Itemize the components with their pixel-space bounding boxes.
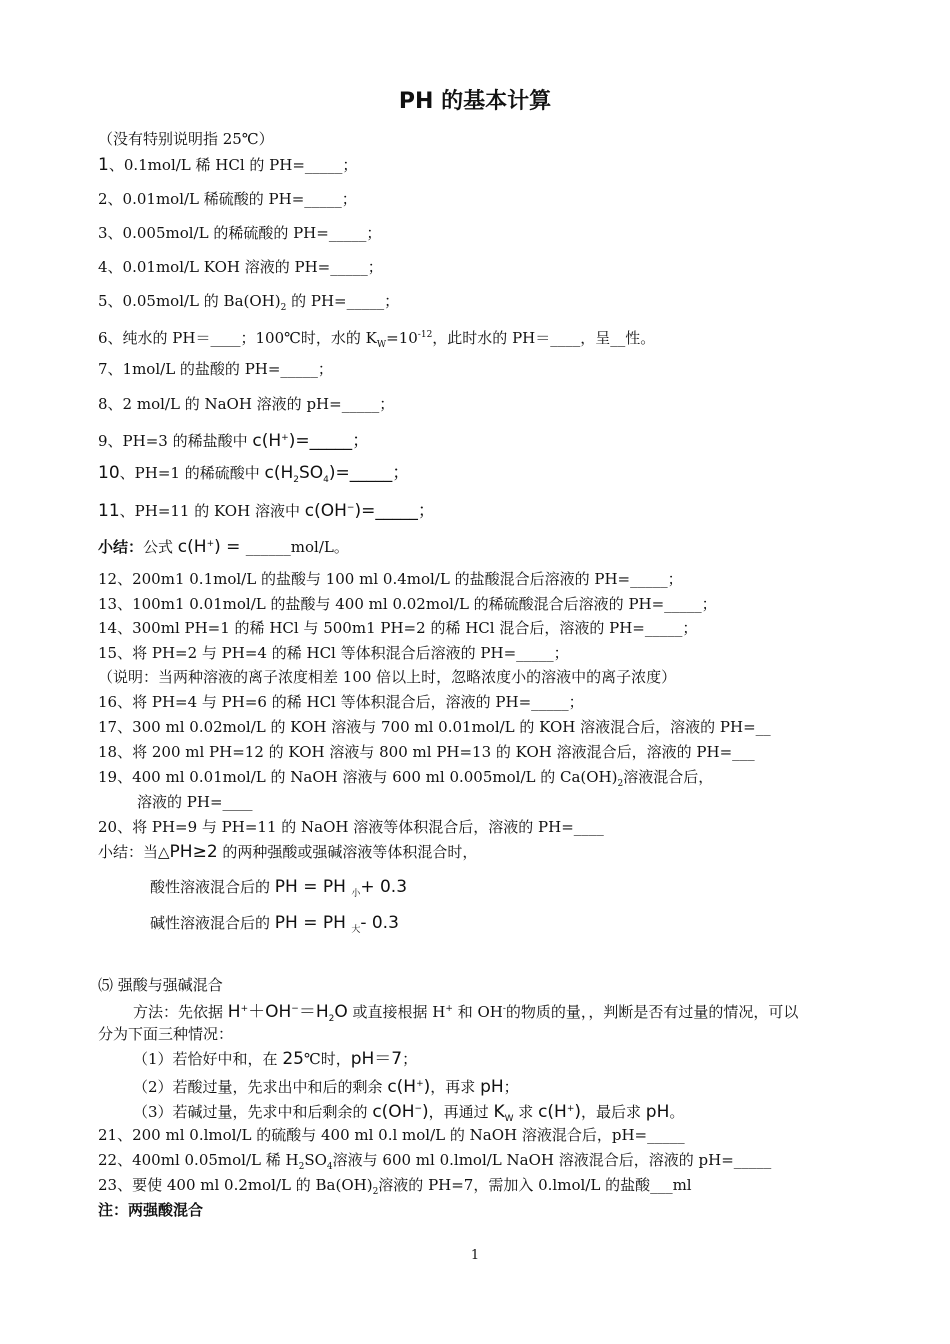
question-18: 18、将 200 ml PH=12 的 KOH 溶液与 800 ml PH=13 的 KOH 溶液混合后，溶液的 PH=___ bbox=[98, 743, 755, 761]
question-22: 22、400ml 0.05mol/L 稀 $H_2SO_4$溶液与 600 ml 0.lmol/L NaOH 溶液混合后，溶液的 pH=_____ bbox=[98, 1151, 772, 1172]
question-14: 14、300ml PH=1 的稀 HCl 与 500m1 PH=2 的稀 HCl 混合后，溶液的 PH=_____； bbox=[98, 619, 698, 637]
question-19-continued: 溶液的 PH=____ bbox=[137, 793, 253, 811]
question-6: 6、纯水的 PH＝____；100℃时，水的 $K_W=10^{-12}$，此时水的 PH＝____，呈__性。 bbox=[98, 329, 656, 350]
question-10: 10、PH=1 的稀硫酸中 $c(H_2SO_4)=\_\_\_\_\_$； bbox=[98, 463, 410, 485]
base-mix-rule: 碱性溶液混合后的 PH = PH $_大$- 0.3 bbox=[150, 913, 399, 935]
question-1: 1、0.1mol/L 稀 HCl 的 PH=_____； bbox=[98, 155, 358, 175]
summary-2: 小结：当△PH≥2 的两种强酸或强碱溶液等体积混合时， bbox=[98, 842, 478, 862]
method-line-2: 分为下面三种情况： bbox=[98, 1025, 234, 1043]
question-7: 7、1mol/L 的盐酸的 PH=_____； bbox=[98, 360, 333, 378]
summary-1: 小结：公式 c(H+) = ______mol/L。 bbox=[98, 537, 349, 557]
question-2: 2、0.01mol/L 稀硫酸的 PH=_____； bbox=[98, 190, 357, 208]
acid-mix-rule: 酸性溶液混合后的 PH = PH $_小$+ 0.3 bbox=[150, 877, 408, 899]
case-3: （3）若碱过量，先求中和后剩余的 c(OH−)，再通过 $K_W$ 求 c(H+)，最后求 pH。 bbox=[133, 1102, 685, 1124]
section-5-heading: ⑸ 强酸与强碱混合 bbox=[98, 976, 223, 994]
question-15: 15、将 PH=2 与 PH=4 的稀 HCl 等体积混合后溶液的 PH=_____； bbox=[98, 644, 569, 662]
question-16: 16、将 PH=4 与 PH=6 的稀 HCl 等体积混合后，溶液的 PH=_____； bbox=[98, 693, 584, 711]
question-19: 19、400 ml 0.01mol/L 的 NaOH 溶液与 600 ml 0.005mol/L 的 $Ca(OH)_2$溶液混合后， bbox=[98, 768, 714, 789]
question-3: 3、0.005mol/L 的稀硫酸的 PH=_____； bbox=[98, 224, 382, 242]
page-number: 1 bbox=[470, 1248, 480, 1263]
page-title: PH 的基本计算 bbox=[398, 89, 552, 114]
question-13: 13、100m1 0.01mol/L 的盐酸与 400 ml 0.02mol/L 的稀硫酸混合后溶液的 PH=_____； bbox=[98, 595, 717, 613]
question-23: 23、要使 400 ml 0.2mol/L 的 $Ba(OH)_2$溶液的 PH=7，需加入 0.lmol/L 的盐酸___ml bbox=[98, 1176, 692, 1197]
question-5: 5、0.05mol/L 的 $Ba(OH)_2$ 的 PH=_____； bbox=[98, 292, 400, 313]
question-4: 4、0.01mol/L KOH 溶液的 PH=_____； bbox=[98, 258, 383, 276]
question-20: 20、将 PH=9 与 PH=11 的 NaOH 溶液等体积混合后，溶液的 PH=____ bbox=[98, 818, 604, 836]
note-two-strong-acids: 注：两强酸混合 bbox=[98, 1201, 204, 1219]
question-21: 21、200 ml 0.lmol/L 的硫酸与 400 ml 0.l mol/L 的 NaOH 溶液混合后，pH=_____ bbox=[98, 1126, 685, 1144]
question-11: 11、PH=11 的 KOH 溶液中 c(OH−)=_____； bbox=[98, 501, 435, 521]
question-8: 8、2 mol/L 的 NaOH 溶液的 pH=_____； bbox=[98, 395, 395, 413]
note-line: （没有特别说明指 25℃） bbox=[98, 130, 274, 148]
explanation-note: （说明：当两种溶液的离子浓度相差 100 倍以上时，忽略浓度小的溶液中的离子浓度） bbox=[98, 668, 677, 686]
question-9: 9、PH=3 的稀盐酸中 c(H+)=_____； bbox=[98, 431, 370, 451]
case-2: （2）若酸过量，先求出中和后的剩余 c(H+)，再求 pH； bbox=[133, 1077, 519, 1097]
case-1: （1）若恰好中和，在 25℃时，pH＝7； bbox=[133, 1049, 418, 1069]
question-17: 17、300 ml 0.02mol/L 的 KOH 溶液与 700 ml 0.01mol/L 的 KOH 溶液混合后，溶液的 PH=__ bbox=[98, 718, 771, 736]
method-line: 方法：先依据 $H^++OH^-=H_2O$ 或直接根据 H+ 和 OH-的物质的量，，判断是否有过量的情况，可以 bbox=[133, 1002, 799, 1024]
question-12: 12、200m1 0.1mol/L 的盐酸与 100 ml 0.4mol/L 的盐酸混合后溶液的 PH=_____； bbox=[98, 570, 683, 588]
